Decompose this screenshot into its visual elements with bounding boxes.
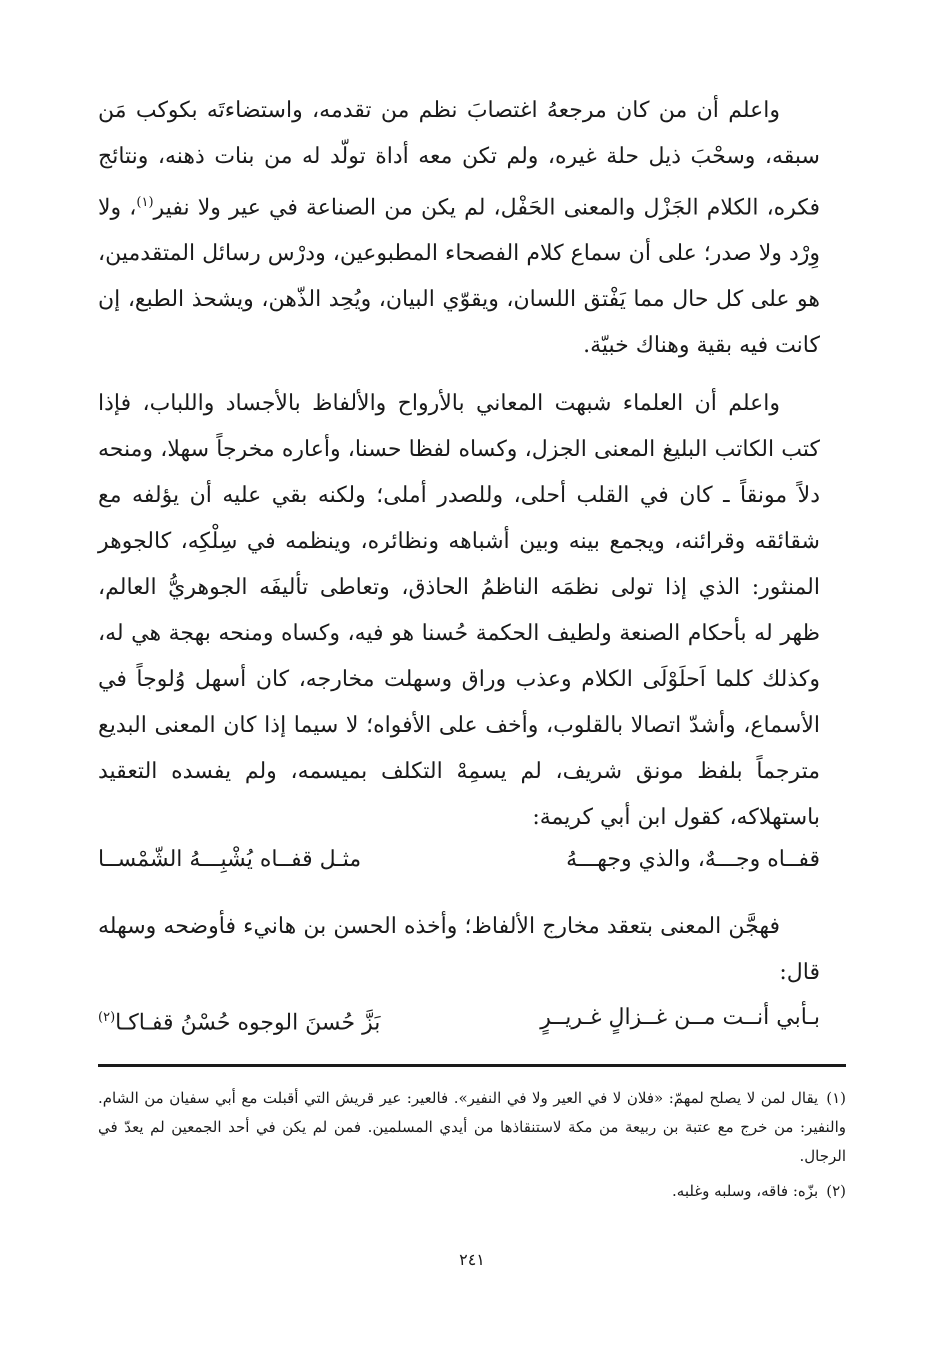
paragraph-1-text: واعلم أن من كان مرجعهُ اغتصابَ نظم من تقدمه، واستضاءتَه بكوكب مَن سبقه، وسحْبَ ذيل حلة غيره، ولم تكن معه أداة تولّد له من بنات ذهنه، ونتائج فكره، الكلام الجَزْل والمعنى الحَفْل، لم يكن من الصناعة في عير ولا نفير: [98, 98, 821, 221]
poem-verse-1: [98, 840, 820, 880]
footnote-ref-2: (٢): [98, 1010, 116, 1025]
poem-verse-1-first-hemistich: قفــاه وجـــهٌ، والذي وجهـــهُ: [566, 847, 820, 872]
poem-verse-2-second-hemistich: [98, 998, 380, 1043]
poem-verse-2-first-hemistich: بـأبي أنــت مــن غــزالٍ غـريــرٍ: [540, 1005, 820, 1030]
main-text-block: [98, 88, 820, 841]
paragraph-3: فهجَّن المعنى بتعقد مخارج الألفاظ؛ وأخذه الحسن بن هانيء فأوضحه وسهله قال:: [98, 914, 820, 985]
footnotes-section: [98, 1084, 846, 1212]
page-number: ٢٤١: [459, 1250, 485, 1269]
footnote-2-text: بزّه: فاقه، وسلبه وغلبه.: [672, 1182, 819, 1200]
footnote-1-mark: (١): [826, 1089, 846, 1107]
poem-verse-1-second-hemistich: مثـل قفــاه يُشْبِـــهُ الشّمْســا: [98, 847, 362, 872]
footnote-2-mark: (٢): [826, 1182, 846, 1200]
poem-verse-2: [98, 998, 820, 1038]
footnote-1-text: يقال لمن لا يصلح لمهمّ: «فلان لا في العير ولا في النفير». فالعير: عير قريش التي أقبلت مع أبي سفيان من الشام. والنفير: من خرج مع عتبة بن ربيعة من مكة لاستنقاذها من أيدي المسلمين. فمن لم يكن في أحد الجمعين لم يعدّ في الرجال.: [98, 1089, 846, 1165]
paragraph-1-continuation: ، ولا وِرْد ولا صدر؛ على أن سماع كلام الفصحاء المطبوعين، ودرْس رسائل المتقدمين، هو على كل حال مما يَفْتق اللسان، ويقوّي البيان، ويُحِد الذّهن، ويشحذ الطبع، إن كانت فيه بقية وهناك خبيّة.: [98, 195, 820, 359]
paragraph-2: واعلم أن العلماء شبهت المعاني بالأرواح والألفاظ بالأجساد واللباب، فإذا كتب الكاتب البليغ المعنى الجزل، وكساه لفظا حسنا، وأعاره مخرجاً سهلا، ومنحه دلاً مونقاً ـ كان في القلب أحلى، وللصدر أملى؛ ولكنه بقي عليه أن يؤلفه مع شقائقه وقرائنه، ويجمع بينه وبين أشباهه ونظائره، وينظمه في سِلْكِه، كالجوهر المنثور: الذي إذا تولى نظمَه الناظمُ الحاذق، وتعاطى تأليفَه الجوهريُّ العالم، ظهر له بأحكام الصنعة ولطيف الحكمة حُسنا هو فيه، وكساه ومنحه بهجة هي له، وكذلك كلما اَحلَوْلَى الكلام وعذب وراق وسهلت مخارجه، كان أسهل وُلوجاً في الأسماع، وأشدّ اتصالا بالقلوب، وأخف على الأفواه؛ لا سيما إذا كان المعنى البديع مترجماً بلفظ مونق شريف، لم يسمِهْ التكلف بميسمه، ولم يفسده التعقيد باستهلاكه، كقول ابن أبي كريمة:: [98, 391, 820, 831]
paragraph-1: [98, 88, 820, 369]
footnote-2: [98, 1177, 846, 1206]
footnote-1: [98, 1084, 846, 1171]
footnote-ref-1: (١): [136, 195, 154, 210]
poem-verse-2-second-text: بَزَّ حُسنَ الوجوه حُسْنُ قفـاكـا: [115, 1010, 381, 1036]
footnote-divider: [98, 1064, 846, 1067]
